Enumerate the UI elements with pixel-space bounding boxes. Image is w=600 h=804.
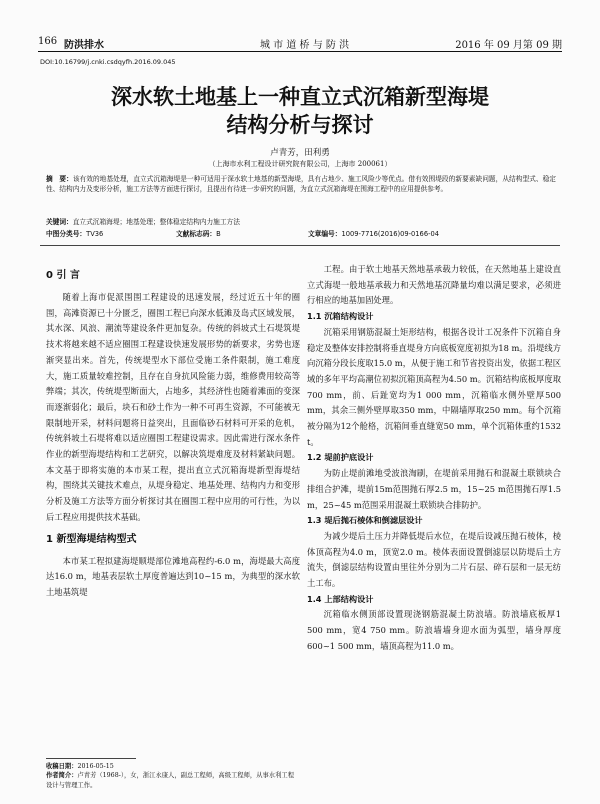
section-rule [40,245,560,246]
footnote [46,762,300,790]
section-1-1-paragraph: 沉箱采用钢筋混凝土矩形结构，根据各设计工况条件下沉箱自身稳定及整体安排控制将垂直堤身方向底板宽度初拟为18 m。沿堤线方向沉箱分段长度取15.0 m，从便于施工和节省投资出发，依据工程区域的多年平均高潮位初拟沉箱顶高程为4.50 m。沉箱结构底板厚度取700 mm，前、后趾宽均为1 000 mm，沉箱临水侧外壁厚500 mm，其余三侧外壁厚取350 mm，中隔墙厚取250 mm。每个沉箱被分隔为12个舱格，沉箱间垂直缝宽50 mm，单个沉箱体重约1532 t。 [307,326,561,447]
section-1-paragraph: 本市某工程拟建海堤顺堤部位滩地高程约-6.0 m，海堤最大高度达16.0 m，地基表层软土厚度普遍达到10~15 m，为典型的深水软土地基筑堤 [46,555,300,597]
abstract-label: 摘 要： [46,175,73,183]
article-title [40,83,560,139]
document-code: 文献标志码：B [176,230,221,238]
abstract-text: 该有效的地基处理，直立式沉箱海堤是一种可适用于深水软土地基的新型海堤，具有占地少、施工风险少等优点。借有效围堤段的新要素缺问题，从结构型式、稳定性、结构内力及变形分析，施工方法等方面进行探讨，且提出有待进一步研究的问题，为直立式沉箱海堤在围海工程中的应用提供参考。 [46,175,556,194]
affiliation: （上海市水利工程设计研究院有限公司，上海市 200061） [208,160,392,168]
journal-section: 防洪排水 [64,40,104,51]
section-1-4-paragraph: 沉箱临水侧顶部设置现浇钢筋混凝土防浪墙。防浪墙底板厚1 500 mm，宽4 750 mm。防浪墙墙身迎水面为弧型，墙身厚度600~1 500 mm，墙顶高程为11.0 m。 [307,609,561,651]
keywords-label: 关键词： [46,218,73,226]
header-rule [38,51,562,52]
abstract [46,174,556,216]
section-1-4-heading: 1.4 上部结构设计 [307,593,374,604]
authors: 卢青芳，田利勇 [270,148,330,158]
section-1-1-heading: 1.1 沉箱结构设计 [307,311,374,322]
section-1-2-paragraph: 为防止堤前滩地受波浪淘刷，在堤前采用抛石和混凝土联锁块合排组合护滩，堤前15m范围抛石厚2.5 m，15~25 m范围抛石厚1.5 m，25~45 m范围采用混凝土联锁块合排防护。 [307,468,561,510]
article-number: 文章编号：1009-7716(2016)09-0166-04 [308,230,439,238]
left-column [46,262,300,762]
issue-date: 2016 年 09 月第 09 期 [455,40,562,51]
received-date: 收稿日期：2016-05-15 [46,763,114,770]
journal-name: 城 市 道 桥 与 防 洪 [260,40,350,51]
right-column [307,262,561,780]
section-1-2-heading: 1.2 堤前护底设计 [307,452,374,463]
page-number: 166 [38,36,58,47]
title-line-1: 深水软土地基上一种直立式沉箱新型海堤 [111,85,489,109]
keywords [46,217,556,227]
section-1-3-paragraph: 为减少堤后土压力并降低堤后水位，在堤后设减压抛石棱体，棱体顶高程为4.0 m，顶宽2.0 m。棱体表面设置倒滤层以防堤后土方流失，倒滤层结构设置由里往外分别为二片石层、碎石层和一层无纺土工布。 [307,530,561,589]
intro-heading: 0 引 言 [46,270,80,281]
section-1-3-heading: 1.3 堤后抛石棱体和倒滤层设计 [307,515,423,526]
section-1-heading: 1 新型海堤结构型式 [46,533,137,545]
clc-number: 中图分类号：TV36 [46,230,104,238]
continued-paragraph: 工程。由于软土地基天然地基承载力较低，在天然地基上建设直立式海堤一般地基承载力和天然地基沉降量均难以满足要求，必须进行相应的地基加固处理。 [307,264,561,306]
title-line-2: 结构分析与探讨 [226,113,374,137]
doi: DOI:10.16799/j.cnki.csdqyfh.2016.09.045 [40,58,176,66]
footnote-rule [46,758,136,759]
author-bio: 作者简介：卢青芳（1968-），女，浙江永康人，副总工程师，高级工程师，从事水利工程设计与管理工作。 [46,772,294,789]
intro-paragraph: 随着上海市促派围围工程建设的迅速发展，经过近五十年的圈围，高滩资源已十分匮乏，圈围工程已向深水低滩及岛式区域发展，其水深、风浪、潮流等建设条件更加复杂。传统的斜坡式土石堤筑堤技术将越来越不适应圈围工程建设快速发展形势的新要求，劣势也逐渐突显出来。首先，传统堤型水下部位受施工条件限制，施工难度大，施工质量较难控制，且存在自身抗风险能力弱，维修费用较高等弊端；其次，传统堤型断面大，占地多，其经济性也随着滩面的变深而逐渐弱化；最后，块石和砂土作为一种不可再生资源，不可能被无限制地开采，材料问题将日益突出，且面临砂石材料可开采的危机，传统斜坡土石堤将难以适应圈围工程建设需求。因此需进行深水条件作业的新型海堤结构和工艺研究，以解决筑堤难度及材料紧缺问题。本文基于即将实施的本市某工程，提出直立式沉箱海堤新型海堤结构，围绕其关键技术难点，从堤身稳定、地基处理、结构内力和变形分析及施工方法等方面分析探讨其在圈围工程中应用的可行性，为以后工程应用提供技术基础。 [46,292,300,522]
keywords-text: 直立式沉箱海堤；地基处理；整体稳定结构内力施工方法 [72,218,240,226]
